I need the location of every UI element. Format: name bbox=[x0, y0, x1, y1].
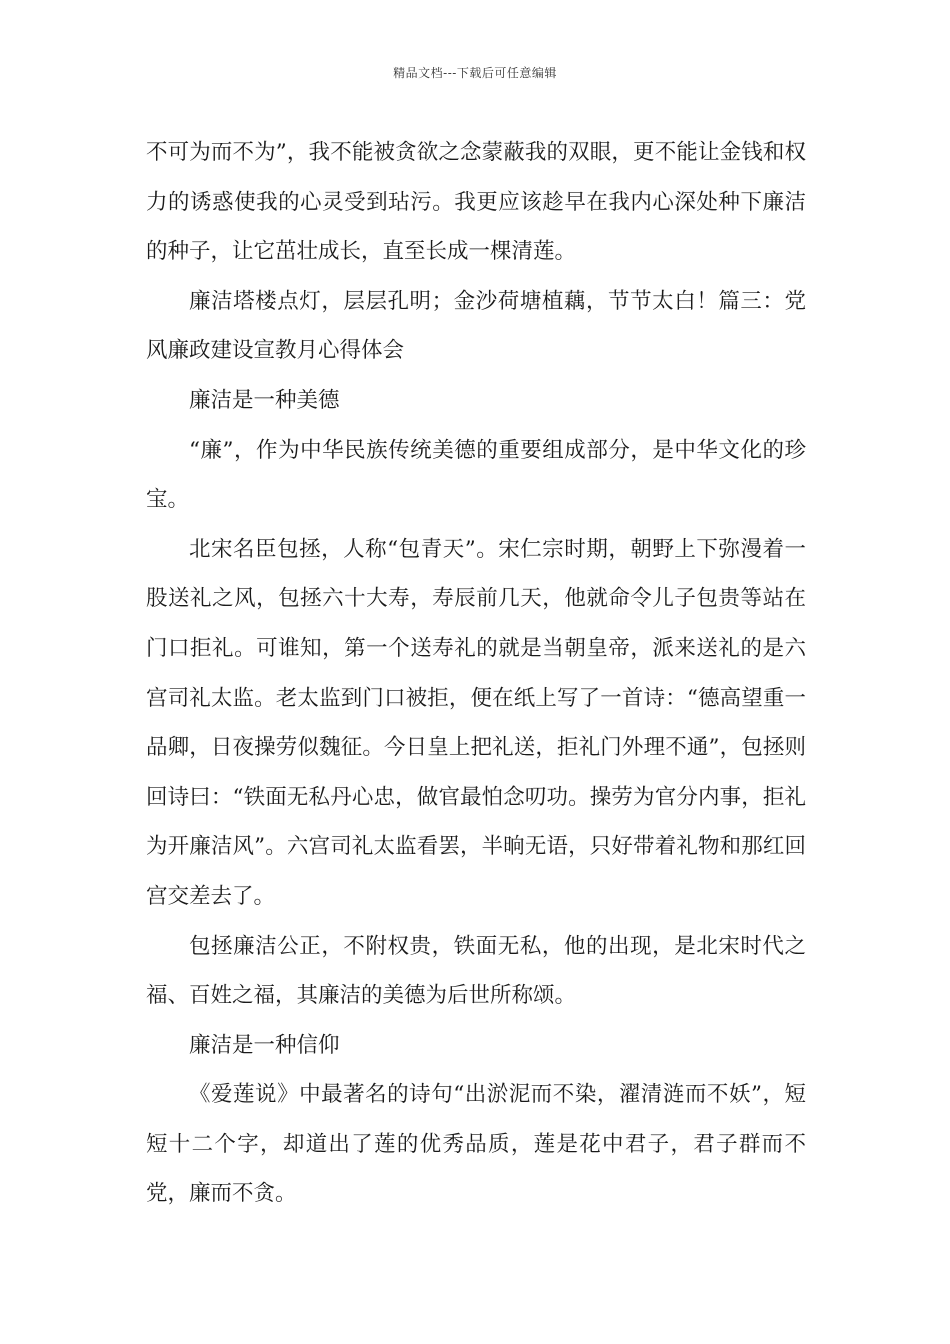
paragraph-4: 北宋名臣包拯，人称“包青天”。宋仁宗时期，朝野上下弥漫着一股送礼之风，包拯六十大寿，寿辰前几天，他就命令儿子包贵等站在门口拒礼。可谁知，第一个送寿礼的就是当朝皇帝，派来送礼的是六宫司礼太监。老太监到门口被拒，便在纸上写了一首诗：“德高望重一品卿，日夜操劳似魏征。今日皇上把礼送，拒礼门外理不通”，包拯则回诗曰：“铁面无私丹心忠，做官最怕念叨功。操劳为官分内事，拒礼为开廉洁风”。六宫司礼太监看罢，半晌无语，只好带着礼物和那红回宫交差去了。 bbox=[146, 536, 806, 909]
page-header: 精品文档---下载后可任意编辑 bbox=[393, 66, 557, 80]
paragraph-6: 《爱莲说》中最著名的诗句“出淤泥而不染，濯清涟而不妖”，短短十二个字，却道出了莲的优秀品质，莲是花中君子，君子群而不党，廉而不贪。 bbox=[146, 1082, 806, 1207]
section-heading-belief: 廉洁是一种信仰 bbox=[189, 1032, 340, 1058]
paragraph-3: “廉”，作为中华民族传统美德的重要组成部分，是中华文化的珍宝。 bbox=[146, 437, 806, 513]
paragraph-1: 不可为而不为”，我不能被贪欲之念蒙蔽我的双眼，更不能让金钱和权力的诱惑使我的心灵受到玷污。我更应该趁早在我内心深处种下廉洁的种子，让它茁壮成长，直至长成一棵清莲。 bbox=[146, 140, 806, 265]
paragraph-5: 包拯廉洁公正，不附权贵，铁面无私，他的出现，是北宋时代之福、百姓之福，其廉洁的美德为后世所称颂。 bbox=[146, 933, 806, 1009]
document-body bbox=[146, 128, 806, 1219]
paragraph-2: 廉洁塔楼点灯，层层孔明；金沙荷塘植藕，节节太白！篇三：党风廉政建设宣教月心得体会 bbox=[146, 288, 806, 364]
section-heading-virtue: 廉洁是一种美德 bbox=[189, 387, 340, 413]
